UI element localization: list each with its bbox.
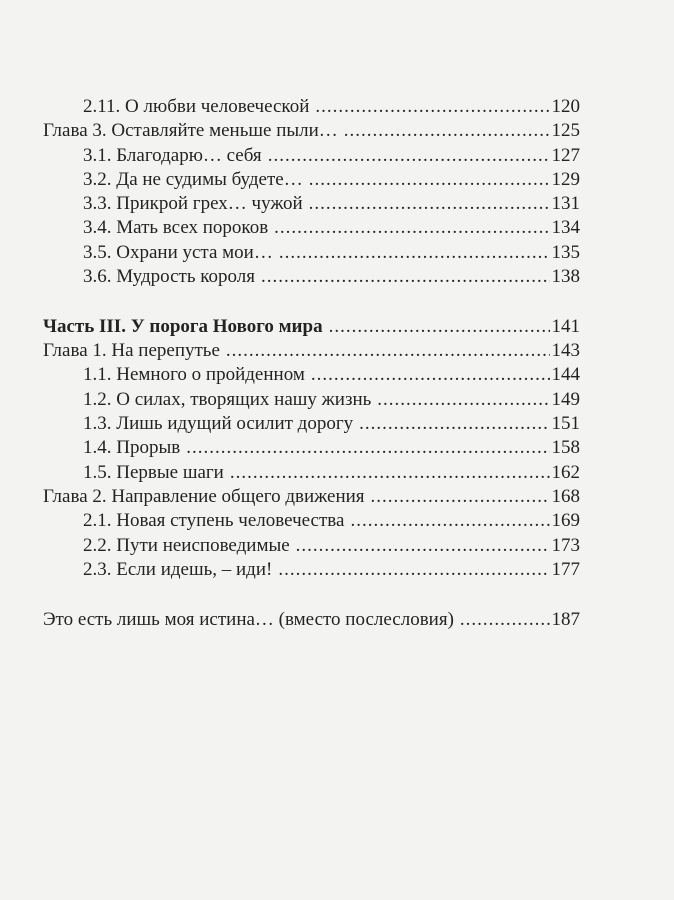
entry-title: 3.4. Мать всех пороков <box>83 217 269 239</box>
toc-entry <box>43 388 580 412</box>
toc-entry-epilogue <box>43 608 580 632</box>
entry-title: 2.11. О любви человеческой <box>83 96 310 117</box>
entry-title: 1.1. Немного о пройденном <box>83 364 305 386</box>
toc-entry <box>43 412 580 436</box>
entry-page: 173 <box>551 534 580 556</box>
entry-title: 2.3. Если идешь, – иди! <box>83 558 273 580</box>
dot-leader <box>359 412 549 436</box>
entry-title: 1.5. Первые шаги <box>83 461 224 483</box>
dot-leader <box>311 363 550 387</box>
entry-page: 127 <box>551 144 580 166</box>
dot-leader <box>296 534 550 558</box>
entry-title: 3.6. Мудрость короля <box>83 266 256 288</box>
entry-title: Это есть лишь моя истина… (вместо послесловия) <box>43 609 454 631</box>
entry-title: 3.5. Охрани уста мои… <box>83 241 273 263</box>
toc-entry <box>43 192 580 216</box>
dot-leader <box>309 168 550 192</box>
entry-page: 131 <box>551 193 580 215</box>
toc-entry <box>43 509 580 533</box>
dot-leader <box>274 216 549 240</box>
toc-entry <box>43 363 580 387</box>
entry-title: 2.1. Новая ступень человечества <box>83 510 345 532</box>
entry-page: 144 <box>551 364 580 386</box>
toc-entry <box>43 216 580 240</box>
dot-leader <box>460 608 550 632</box>
entry-title: Глава 3. Оставляйте меньше пыли… <box>43 120 338 142</box>
dot-leader <box>278 558 549 582</box>
toc-entry-part <box>43 315 580 339</box>
entry-title: Глава 1. На перепутье <box>43 340 220 362</box>
entry-page: 138 <box>551 266 580 288</box>
toc-entry <box>43 558 580 582</box>
entry-page: 187 <box>551 609 580 631</box>
toc-entry <box>43 461 580 485</box>
dot-leader <box>230 461 550 485</box>
entry-title: 1.2. О силах, творящих нашу жизнь <box>83 388 372 410</box>
toc-entry <box>43 241 580 265</box>
dot-leader <box>329 315 550 339</box>
entry-page: 125 <box>551 120 580 142</box>
dot-leader <box>315 95 549 119</box>
entry-title: 2.2. Пути неисповедимые <box>83 534 290 556</box>
entry-page: 143 <box>551 340 580 362</box>
entry-title: Глава 2. Направление общего движения <box>43 485 365 507</box>
entry-page: 120 <box>551 96 580 117</box>
toc-entry <box>43 95 580 119</box>
entry-page: 134 <box>551 217 580 239</box>
entry-page: 141 <box>551 315 580 337</box>
dot-leader <box>279 241 550 265</box>
entry-page: 129 <box>551 168 580 190</box>
toc-entry <box>43 534 580 558</box>
dot-leader <box>186 436 549 460</box>
dot-leader <box>226 339 550 363</box>
entry-title: 3.3. Прикрой грех… чужой <box>83 193 303 215</box>
entry-title: 1.3. Лишь идущий осилит дорогу <box>83 413 354 435</box>
table-of-contents <box>43 95 580 632</box>
entry-title: 3.1. Благодарю… себя <box>83 144 262 166</box>
toc-entry <box>43 265 580 289</box>
entry-title: 3.2. Да не судимы будете… <box>83 168 303 190</box>
toc-entry <box>43 436 580 460</box>
entry-page: 135 <box>551 241 580 263</box>
entry-page: 151 <box>551 413 580 435</box>
entry-page: 169 <box>551 510 580 532</box>
entry-title: Часть III. У порога Нового мира <box>43 315 323 337</box>
toc-entry-chapter <box>43 485 580 509</box>
dot-leader <box>377 388 549 412</box>
entry-page: 162 <box>551 461 580 483</box>
dot-leader <box>350 509 549 533</box>
toc-entry <box>43 144 580 168</box>
dot-leader <box>371 485 550 509</box>
dot-leader <box>344 119 550 143</box>
entry-page: 158 <box>551 437 580 459</box>
entry-page: 177 <box>551 558 580 580</box>
dot-leader <box>261 265 549 289</box>
entry-page: 149 <box>551 388 580 410</box>
entry-page: 168 <box>551 485 580 507</box>
dot-leader <box>268 144 550 168</box>
entry-title: 1.4. Прорыв <box>83 437 181 459</box>
toc-entry <box>43 168 580 192</box>
dot-leader <box>309 192 550 216</box>
toc-entry-chapter <box>43 339 580 363</box>
toc-entry-chapter <box>43 119 580 143</box>
